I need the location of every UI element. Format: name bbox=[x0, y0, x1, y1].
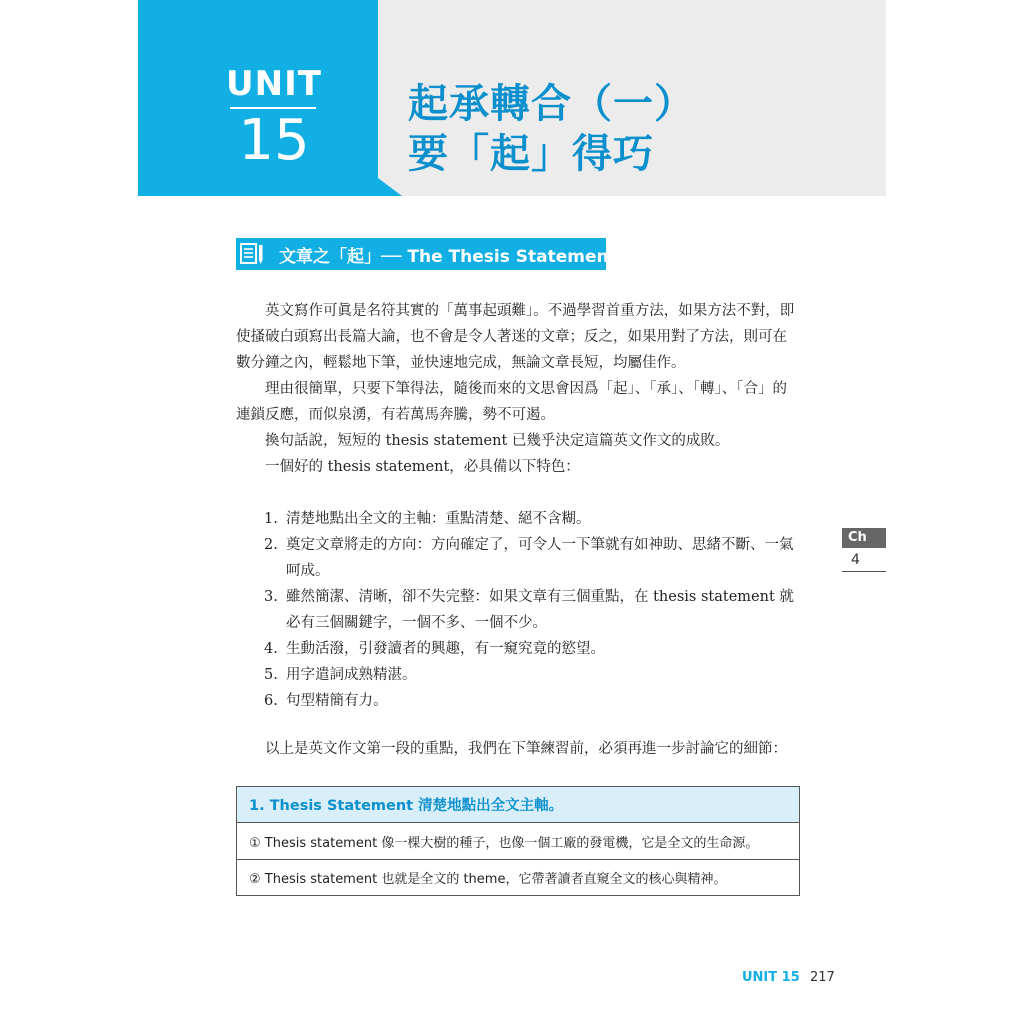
list-text: 句型精簡有力。 bbox=[286, 693, 388, 709]
list-number: 5. bbox=[264, 667, 278, 683]
list-item bbox=[264, 584, 804, 636]
list-number: 4. bbox=[264, 641, 278, 657]
paragraph: 英文寫作可眞是名符其實的「萬事起頭難」。不過學習首重方法，如果方法不對，即使搔破白頭寫出長篇大論，也不會是令人著迷的文章；反之，如果用對了方法，則可在數分鐘之內，輕鬆地下筆，並快速地完成，無論文章長短，均屬佳作。 bbox=[236, 303, 795, 371]
paragraph: 換句話說，短短的 thesis statement 已幾乎決定這篇英文作文的成敗。 bbox=[265, 433, 730, 449]
section-title: 文章之「起」── The Thesis Statement bbox=[279, 246, 617, 267]
paragraph: 理由很簡單，只要下筆得法，隨後而來的文思會因爲「起」、「承」、「轉」、「合」的連鎖反應，而似泉湧，有若萬馬奔騰，勢不可遏。 bbox=[236, 381, 787, 423]
unit-number: 15 bbox=[238, 108, 310, 173]
document-pencil-icon bbox=[239, 240, 265, 268]
features-list bbox=[264, 506, 804, 714]
list-number: 6. bbox=[264, 693, 278, 709]
list-item bbox=[264, 662, 804, 688]
paragraph: 一個好的 thesis statement，必具備以下特色： bbox=[265, 459, 580, 475]
page-title-line2: 要「起」得巧 bbox=[408, 131, 654, 177]
chapter-tab-number: 4 bbox=[842, 549, 886, 572]
list-text: 生動活潑，引發讀者的興趣，有一窺究竟的慾望。 bbox=[286, 641, 605, 657]
page-number: 217 bbox=[810, 970, 835, 985]
page-title-line1: 起承轉合（一） bbox=[408, 81, 695, 127]
list-item bbox=[264, 532, 804, 584]
list-text: 奠定文章將走的方向：方向確定了，可令人一下筆就有如神助、思緒不斷、一氣呵成。 bbox=[286, 537, 794, 579]
table-row: ① Thesis statement 像一棵大樹的種子，也像一個工廠的發電機，它是全文的生命源。 bbox=[249, 835, 759, 851]
list-text: 用字遣詞成熟精湛。 bbox=[286, 667, 417, 683]
footer-unit: UNIT 15 bbox=[742, 970, 800, 985]
list-number: 3. bbox=[264, 589, 278, 605]
list-item bbox=[264, 636, 804, 662]
chapter-tab-label: Ch bbox=[842, 528, 886, 548]
paragraph: 以上是英文作文第一段的重點，我們在下筆練習前，必須再進一步討論它的細節： bbox=[265, 741, 787, 757]
thesis-table bbox=[236, 786, 800, 896]
list-number: 1. bbox=[264, 511, 278, 527]
table-heading: 1. Thesis Statement 清楚地點出全文主軸。 bbox=[237, 787, 799, 823]
list-item bbox=[264, 506, 804, 532]
closing-text bbox=[236, 736, 800, 762]
list-number: 2. bbox=[264, 537, 278, 553]
section-heading-bar bbox=[236, 238, 617, 270]
list-item bbox=[264, 688, 804, 714]
list-text: 雖然簡潔、清晰，卻不失完整：如果文章有三個重點，在 thesis statement 就必有三個關鍵字，一個不多、一個不少。 bbox=[286, 589, 794, 631]
unit-label: UNIT bbox=[226, 64, 322, 104]
table-row: ② Thesis statement 也就是全文的 theme，它帶著讀者直窺全文的核心與精神。 bbox=[237, 859, 799, 895]
list-text: 清楚地點出全文的主軸：重點清楚、絕不含糊。 bbox=[286, 511, 591, 527]
intro-text bbox=[236, 298, 800, 480]
